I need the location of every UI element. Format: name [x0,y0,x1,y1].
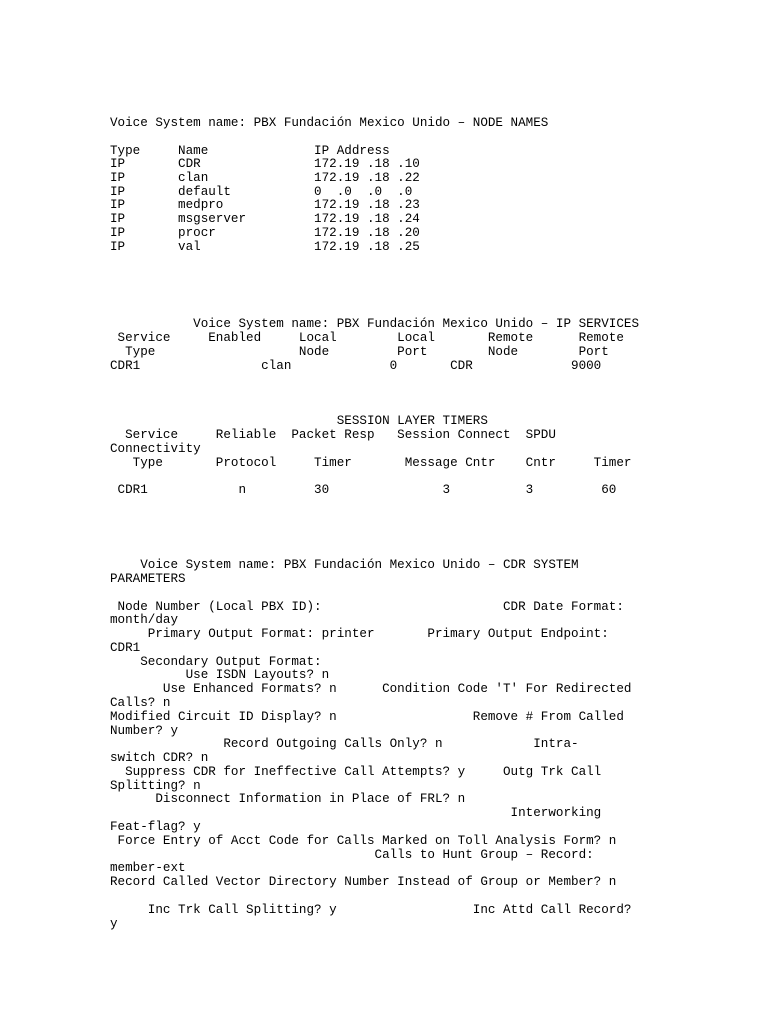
cdr-params-line: switch CDR? n [110,751,209,765]
cdr-params-line: Node Number (Local PBX ID): CDR Date Format: [110,600,624,614]
ip-services-header: Type Node Port Node Port [110,345,609,359]
cdr-params-line: member-ext [110,861,186,875]
ip-services-title: Voice System name: PBX Fundación Mexico Unido – IP SERVICES [110,317,640,331]
cdr-params-line: PARAMETERS [110,572,186,586]
node-row: IP CDR 172.19 .18 .10 [110,157,420,171]
session-timers-row: CDR1 n 30 3 3 60 [110,483,617,497]
node-names-title: Voice System name: PBX Fundación Mexico Unido – NODE NAMES [110,116,549,130]
cdr-params-line: Modified Circuit ID Display? n Remove # From Called [110,710,624,724]
cdr-params-line: Primary Output Format: printer Primary Output Endpoint: [110,627,609,641]
cdr-params-line: Secondary Output Format: [110,655,322,669]
cdr-params-line: Calls to Hunt Group – Record: [110,848,594,862]
ip-services-row: CDR1 clan 0 CDR 9000 [110,359,602,373]
cdr-params-line: Force Entry of Acct Code for Calls Marked on Toll Analysis Form? n [110,834,617,848]
cdr-params-line: Number? y [110,724,179,738]
node-row: IP default 0 .0 .0 .0 [110,185,413,199]
cdr-params-line: month/day [110,613,179,627]
ip-services-header: Service Enabled Local Local Remote Remote [110,331,624,345]
cdr-params-line: Suppress CDR for Ineffective Call Attempts? y Outg Trk Call [110,765,602,779]
cdr-params-line: Interworking [110,806,602,820]
cdr-params-line: Voice System name: PBX Fundación Mexico Unido – CDR SYSTEM [110,558,579,572]
session-timers-header: Connectivity [110,442,201,456]
cdr-params-line: Calls? n [110,696,171,710]
node-row: IP medpro 172.19 .18 .23 [110,198,420,212]
session-timers-title: SESSION LAYER TIMERS [110,414,488,428]
cdr-params-line: CDR1 [110,641,141,655]
cdr-params-line: Inc Trk Call Splitting? y Inc Attd Call Record? [110,903,632,917]
node-names-header: Type Name IP Address [110,144,390,158]
node-row: IP val 172.19 .18 .25 [110,240,420,254]
cdr-params-line: Feat-flag? y [110,820,201,834]
node-row: IP procr 172.19 .18 .20 [110,226,420,240]
cdr-params-line: Record Outgoing Calls Only? n Intra- [110,737,579,751]
cdr-params-line: Record Called Vector Directory Number Instead of Group or Member? n [110,875,617,889]
node-row: IP clan 172.19 .18 .22 [110,171,420,185]
cdr-params-line: Splitting? n [110,779,201,793]
cdr-params-line: Disconnect Information in Place of FRL? n [110,792,466,806]
cdr-params-line: Use Enhanced Formats? n Condition Code 'T' For Redirected [110,682,632,696]
session-timers-header: Type Protocol Timer Message Cntr Cntr Timer [110,456,632,470]
session-timers-header: Service Reliable Packet Resp Session Connect SPDU [110,428,556,442]
node-row: IP msgserver 172.19 .18 .24 [110,212,420,226]
cdr-params-line: y [110,917,118,931]
cdr-params-line: Use ISDN Layouts? n [110,668,330,682]
